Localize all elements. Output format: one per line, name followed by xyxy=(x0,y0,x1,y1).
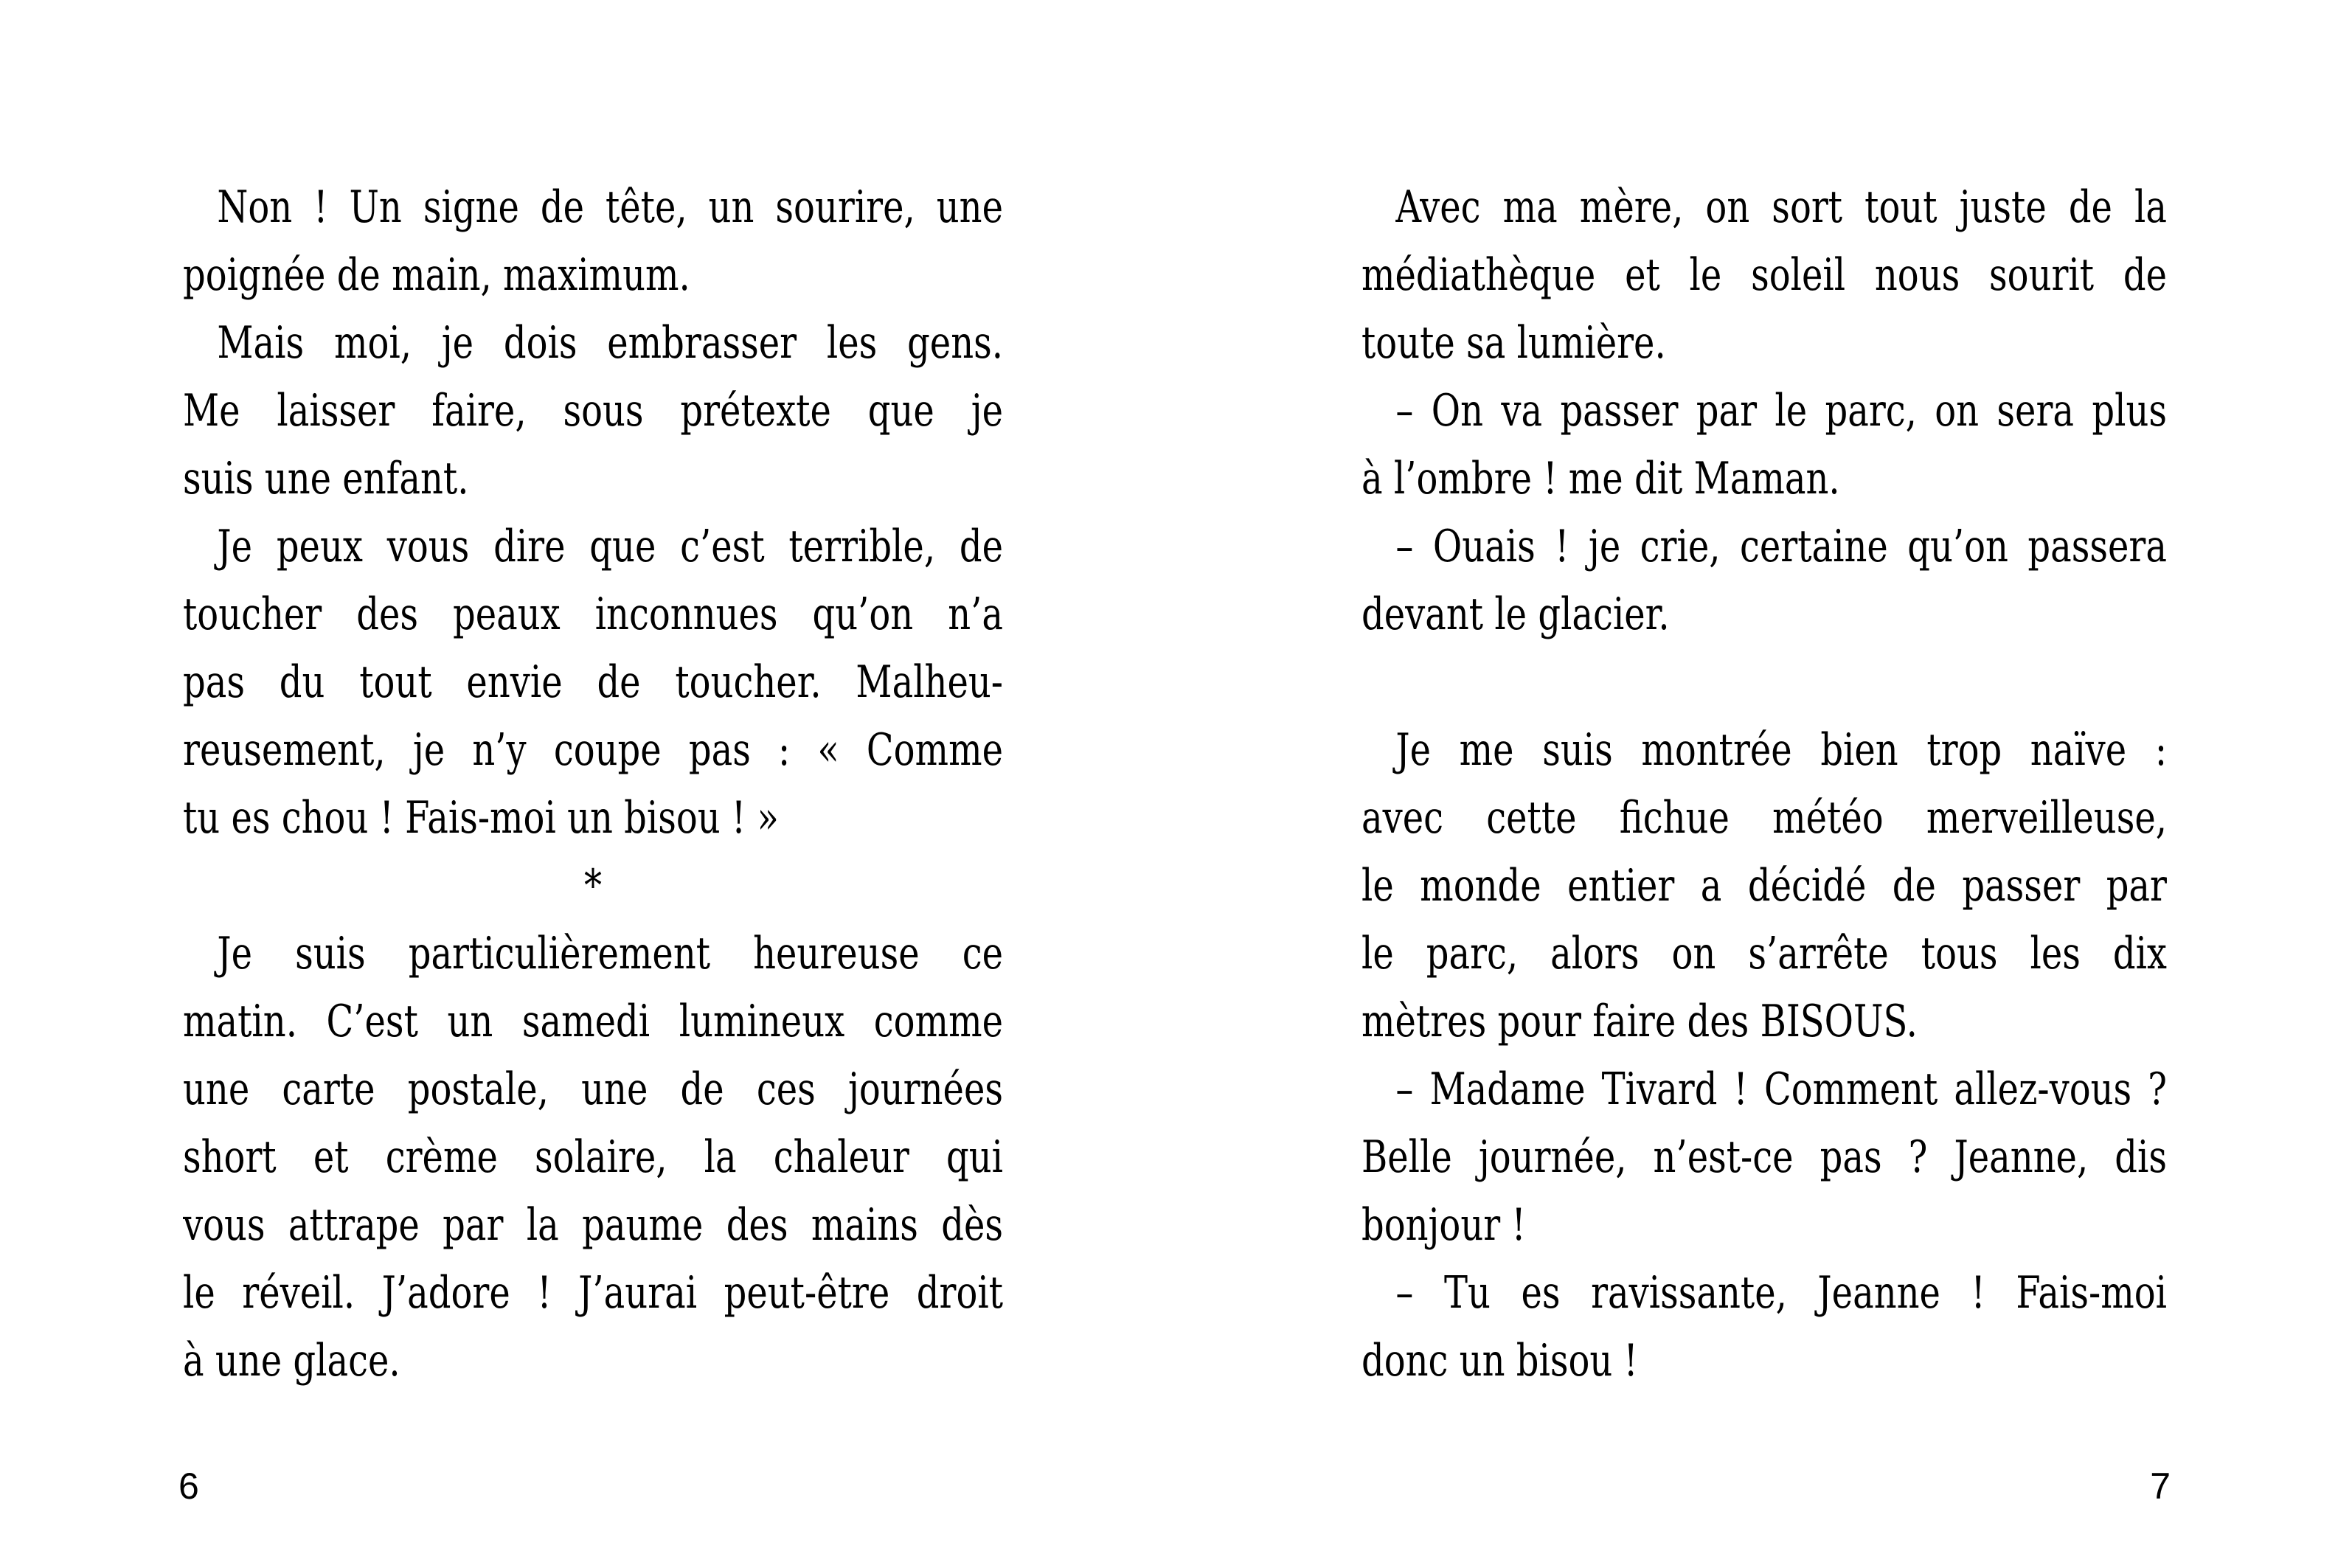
text-line: Non ! Un signe de tête, un sourire, une xyxy=(217,181,1003,233)
text-line: Belle journée, n’est-ce pas ? Jeanne, dis xyxy=(1361,1131,2167,1183)
blank-line xyxy=(1361,648,2167,716)
text-line: – On va passer par le parc, on sera plus xyxy=(1395,385,2167,437)
text-line: Je suis particulièrement heureuse ce xyxy=(217,928,1003,979)
text-line: tu es chou ! Fais-moi un bisou ! » xyxy=(183,792,779,844)
text-line: à l’ombre ! me dit Maman. xyxy=(1361,453,1840,504)
text-line: devant le glacier. xyxy=(1361,589,1670,640)
text-line: short et crème solaire, la chaleur qui xyxy=(183,1131,1003,1183)
text-line: avec cette fichue météo merveilleuse, xyxy=(1361,792,2167,844)
text-line: le réveil. J’adore ! J’aurai peut-être droit xyxy=(183,1267,1003,1319)
page-number-right: 7 xyxy=(2150,1465,2171,1507)
text-line: reusement, je n’y coupe pas : « Comme xyxy=(183,724,1003,776)
text-line: toucher des peaux inconnues qu’on n’a xyxy=(183,589,1003,640)
text-line: pas du tout envie de toucher. Malheu- xyxy=(183,656,1003,708)
text-line: – Tu es ravissante, Jeanne ! Fais-moi xyxy=(1395,1267,2167,1319)
text-line: vous attrape par la paume des mains dès xyxy=(183,1199,1003,1251)
text-line: bonjour ! xyxy=(1361,1199,1526,1251)
section-separator: * xyxy=(584,860,602,912)
text-line: médiathèque et le soleil nous sourit de xyxy=(1361,249,2167,301)
text-line: Avec ma mère, on sort tout juste de la xyxy=(1395,181,2167,233)
page-left-text-block xyxy=(183,173,1003,1395)
text-line: une carte postale, une de ces journées xyxy=(183,1064,1003,1115)
text-line: le monde entier a décidé de passer par xyxy=(1361,860,2167,912)
text-line: Me laisser faire, sous prétexte que je xyxy=(183,385,1003,437)
text-line: donc un bisou ! xyxy=(1361,1335,1638,1387)
text-line: suis une enfant. xyxy=(183,453,469,504)
text-line: toute sa lumière. xyxy=(1361,317,1666,369)
text-line: Je peux vous dire que c’est terrible, de xyxy=(217,521,1003,572)
page-right-text-block xyxy=(1361,173,2167,1395)
text-line: le parc, alors on s’arrête tous les dix xyxy=(1361,928,2167,979)
text-line: Je me suis montrée bien trop naïve : xyxy=(1395,724,2167,776)
text-line: à une glace. xyxy=(183,1335,400,1387)
text-line: poignée de main, maximum. xyxy=(183,249,690,301)
text-line: mètres pour faire des BISOUS. xyxy=(1361,996,1918,1047)
text-line: – Ouais ! je crie, certaine qu’on passera xyxy=(1395,521,2167,572)
text-line: – Madame Tivard ! Comment allez-vous ? xyxy=(1395,1064,2167,1115)
text-line: matin. C’est un samedi lumineux comme xyxy=(183,996,1003,1047)
page-number-left: 6 xyxy=(178,1465,199,1507)
text-line: Mais moi, je dois embrasser les gens. xyxy=(217,317,1003,369)
